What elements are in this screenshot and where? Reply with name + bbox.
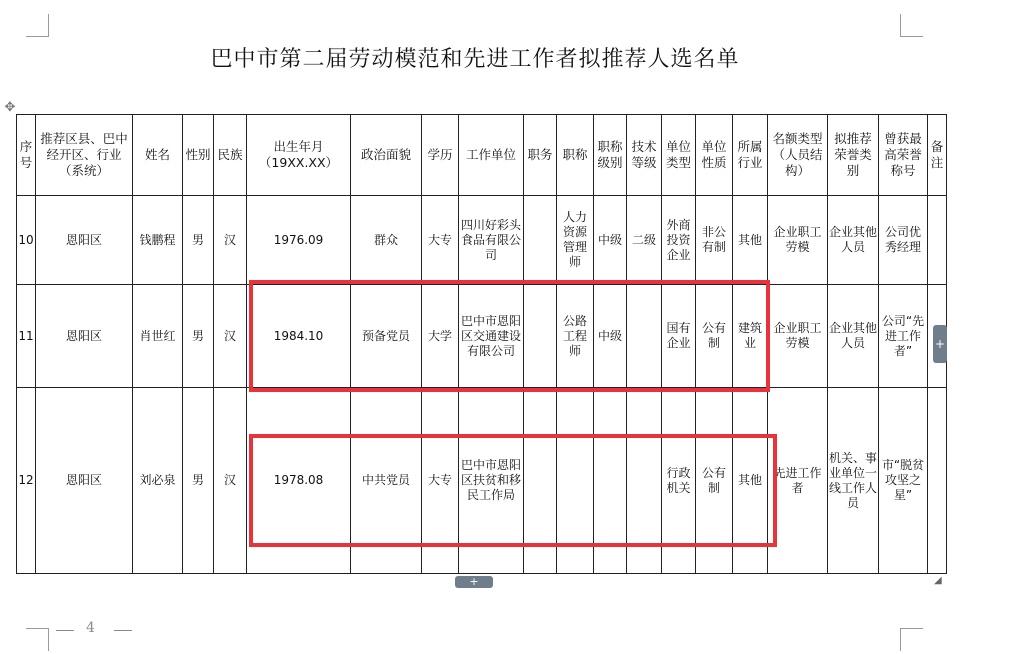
table-cell[interactable]: 企业职工劳模 [768,196,828,285]
header-cell[interactable]: 单位类型 [662,115,696,196]
table-cell[interactable]: 11 [17,285,36,388]
header-cell[interactable]: 出生年月（19XX.XX） [247,115,351,196]
table-cell[interactable]: 中级 [594,285,627,388]
header-cell[interactable]: 推荐区县、巴中经开区、行业（系统） [36,115,133,196]
header-cell[interactable]: 拟推荐荣誉类别 [828,115,879,196]
table-cell[interactable]: 10 [17,196,36,285]
table-cell[interactable]: 恩阳区 [36,285,133,388]
table-cell[interactable]: 企业其他人员 [828,285,879,388]
table-cell[interactable]: 12 [17,388,36,574]
header-cell[interactable]: 学历 [422,115,459,196]
table-cell[interactable] [928,388,947,574]
table-cell[interactable]: 人力资源管理师 [557,196,594,285]
table-cell[interactable]: 刘必泉 [133,388,183,574]
table-cell[interactable]: 巴中市恩阳区交通建设有限公司 [459,285,524,388]
table-cell[interactable]: 中级 [594,196,627,285]
page-number: 4 [86,620,95,636]
plus-icon[interactable]: + [455,576,493,588]
header-cell[interactable]: 职称级别 [594,115,627,196]
table-cell[interactable]: 市“脱贫攻坚之星” [879,388,928,574]
crop-mark-bottom-right [900,628,923,651]
table-cell[interactable]: 1976.09 [247,196,351,285]
header-cell[interactable]: 所属行业 [733,115,768,196]
header-cell[interactable]: 曾获最高荣誉称号 [879,115,928,196]
highlight-box-row-12 [249,434,777,547]
header-cell[interactable]: 民族 [214,115,247,196]
table-cell[interactable]: 国有企业 [662,285,696,388]
page-number-dash [56,630,74,631]
table-cell[interactable]: 汉 [214,285,247,388]
table-cell[interactable]: 四川好彩头食品有限公司 [459,196,524,285]
header-cell[interactable]: 姓名 [133,115,183,196]
table-cell[interactable]: 机关、事业单位一线工作人员 [828,388,879,574]
table-cell[interactable] [928,196,947,285]
table-cell[interactable]: 肖世红 [133,285,183,388]
table-cell[interactable]: 群众 [351,196,422,285]
table-cell[interactable]: 大学 [422,285,459,388]
plus-icon[interactable]: + [933,325,947,363]
table-cell[interactable]: 预备党员 [351,285,422,388]
table-cell[interactable]: 汉 [214,196,247,285]
table-cell[interactable]: 汉 [214,388,247,574]
table-cell[interactable]: 钱鹏程 [133,196,183,285]
table-cell[interactable]: 恩阳区 [36,388,133,574]
highlight-box-row-11 [249,280,770,392]
page-number-dash [114,630,132,631]
move-arrows-icon[interactable]: ✥ [4,100,16,115]
table-cell[interactable]: 行政机关 [662,388,696,574]
table-cell[interactable]: 其他 [733,388,768,574]
table-cell[interactable]: 1978.08 [247,388,351,574]
header-cell[interactable]: 职称 [557,115,594,196]
table-cell[interactable]: 中共党员 [351,388,422,574]
header-cell[interactable]: 名额类型（人员结构） [768,115,828,196]
table-cell[interactable]: 男 [183,196,214,285]
table-cell[interactable]: 1984.10 [247,285,351,388]
crop-mark-bottom-left [26,628,49,651]
table-cell[interactable]: 公司优秀经理 [879,196,928,285]
header-cell[interactable]: 职务 [524,115,557,196]
table-cell[interactable]: 企业职工劳模 [768,285,828,388]
header-cell[interactable]: 性别 [183,115,214,196]
resize-corner-icon[interactable]: ◢ [934,575,942,586]
header-cell[interactable]: 单位性质 [696,115,733,196]
table-cell[interactable]: 二级 [627,196,662,285]
table-cell[interactable]: 巴中市恩阳区扶贫和移民工作局 [459,388,524,574]
header-cell[interactable]: 技术等级 [627,115,662,196]
header-row [17,115,947,196]
table-cell[interactable]: 公路工程师 [557,285,594,388]
table-cell[interactable]: 男 [183,285,214,388]
header-cell[interactable]: 序号 [17,115,36,196]
header-cell[interactable]: 政治面貌 [351,115,422,196]
table-cell[interactable]: 公有制 [696,285,733,388]
table-cell[interactable]: 企业其他人员 [828,196,879,285]
header-cell[interactable]: 备注 [928,115,947,196]
table-cell[interactable]: 外商投资企业 [662,196,696,285]
table-row [17,196,947,285]
table-cell[interactable]: 非公有制 [696,196,733,285]
table-cell[interactable]: 其他 [733,196,768,285]
table-cell[interactable]: 男 [183,388,214,574]
header-cell[interactable]: 工作单位 [459,115,524,196]
crop-mark-top-right [900,14,923,37]
document-title: 巴中市第二届劳动模范和先进工作者拟推荐人选名单 [210,47,740,72]
table-cell[interactable]: 先进工作者 [768,388,828,574]
table-cell[interactable] [524,196,557,285]
table-cell[interactable]: 大专 [422,196,459,285]
crop-mark-top-left [26,14,49,37]
table-cell[interactable]: 恩阳区 [36,196,133,285]
table-cell[interactable]: 公有制 [696,388,733,574]
table-cell[interactable]: 建筑业 [733,285,768,388]
table-cell[interactable]: 公司“先进工作者” [879,285,928,388]
table-cell[interactable]: 大专 [422,388,459,574]
